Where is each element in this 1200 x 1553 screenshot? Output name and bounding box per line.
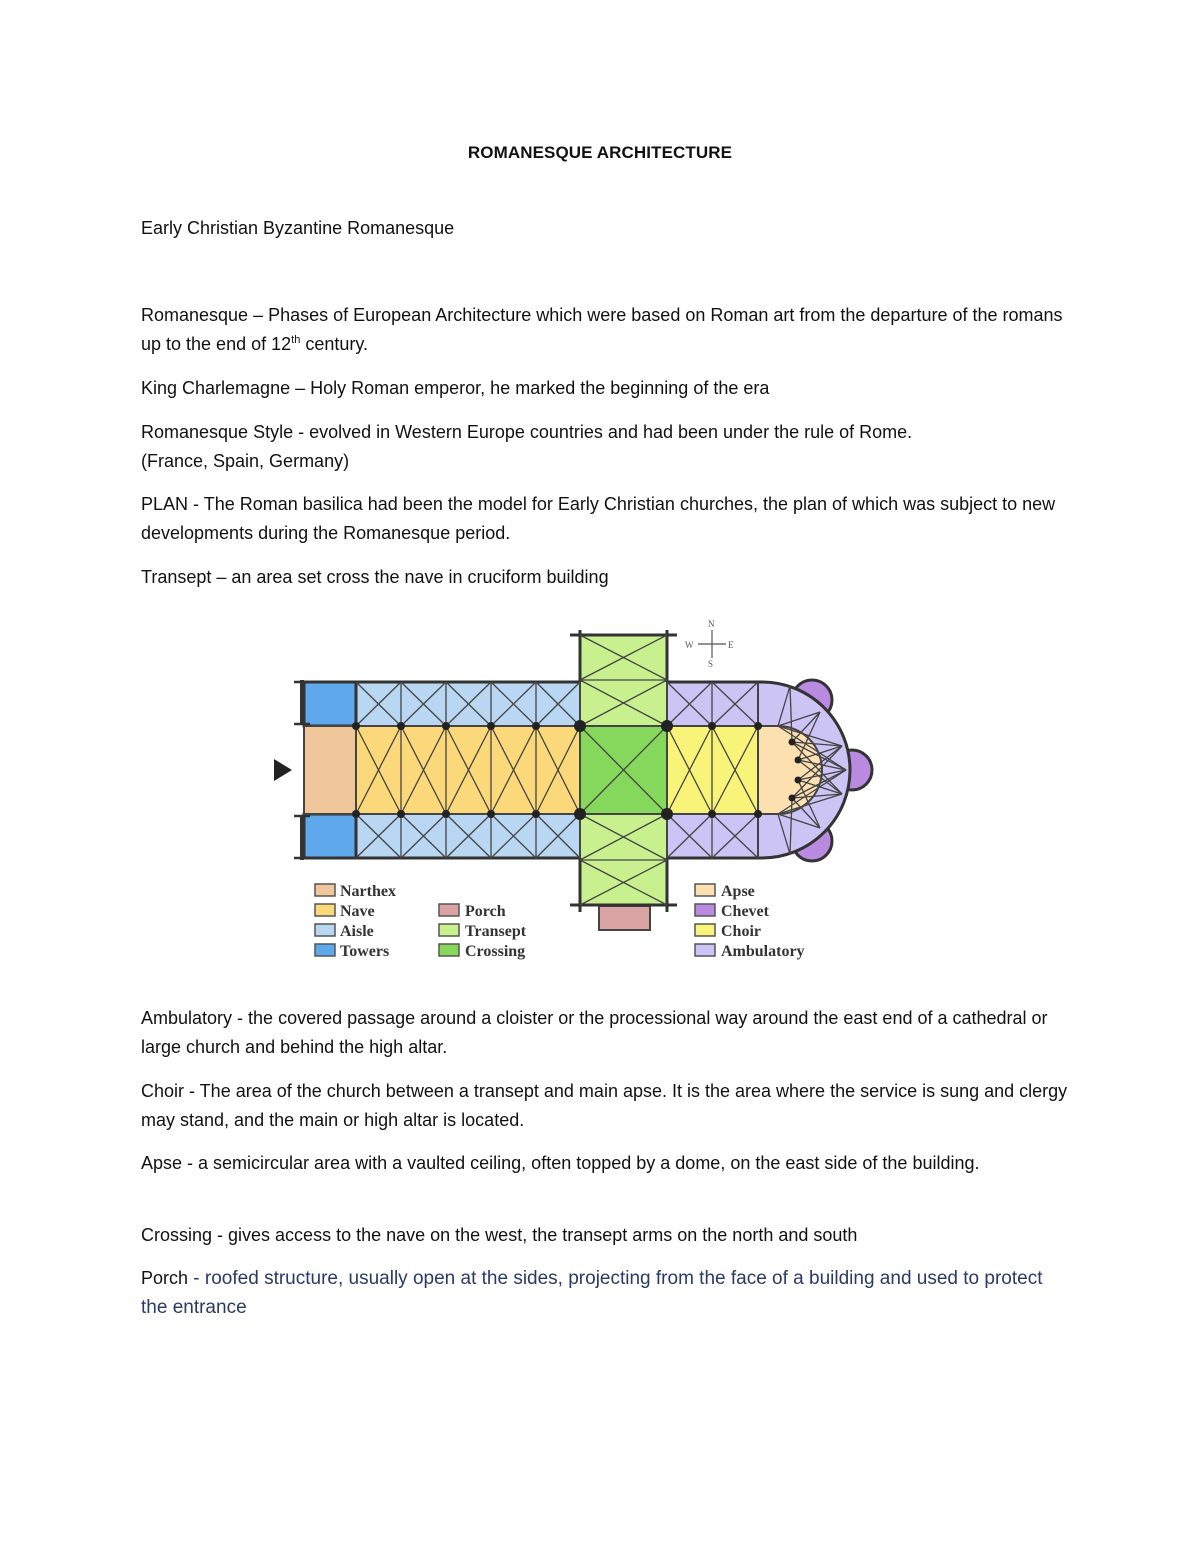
legend-porch: Porch bbox=[465, 903, 506, 920]
legend-chevet: Chevet bbox=[721, 903, 769, 920]
column bbox=[754, 722, 762, 730]
column bbox=[352, 722, 360, 730]
term-choir: Choir bbox=[141, 1081, 185, 1101]
compass-e: E bbox=[728, 640, 734, 650]
paragraph-charlemagne: King Charlemagne – Holy Roman emperor, he marked the beginning of the era bbox=[141, 378, 770, 398]
compass-s: S bbox=[708, 659, 714, 669]
legend-swatch-chevet bbox=[695, 904, 715, 916]
porch bbox=[599, 906, 650, 930]
tower-south bbox=[304, 814, 356, 858]
column bbox=[397, 810, 405, 818]
legend bbox=[315, 883, 805, 960]
column bbox=[532, 810, 540, 818]
term-crossing: Crossing bbox=[141, 1225, 213, 1245]
paragraph-porch: Porch - roofed structure, usually open at the sides, projecting from the face of a building and used to protect the entrance bbox=[141, 1268, 1043, 1318]
paragraph-romanesque-style: Romanesque Style - evolved in Western Europe countries and had been under the rule of Rome. (France, Spain, Germany) bbox=[141, 422, 913, 471]
column bbox=[574, 808, 586, 820]
legend-choir: Choir bbox=[721, 923, 761, 940]
paragraph-transept: Transept – an area set cross the nave in cruciform building bbox=[141, 567, 609, 587]
column bbox=[442, 722, 450, 730]
column bbox=[574, 720, 586, 732]
compass-rose bbox=[698, 630, 726, 658]
term-transept: Transept bbox=[141, 567, 212, 587]
column bbox=[789, 795, 796, 802]
narthex bbox=[304, 726, 356, 814]
legend-apse: Apse bbox=[721, 883, 755, 900]
column bbox=[795, 777, 802, 784]
column bbox=[708, 722, 716, 730]
column bbox=[708, 810, 716, 818]
column bbox=[487, 810, 495, 818]
column bbox=[789, 739, 796, 746]
term-porch: Porch bbox=[141, 1268, 189, 1288]
legend-swatch-apse bbox=[695, 884, 715, 896]
church-plan-diagram bbox=[260, 612, 900, 972]
legend-crossing: Crossing bbox=[465, 943, 526, 960]
tower-north bbox=[304, 682, 356, 726]
entrance-arrow bbox=[274, 759, 292, 781]
paragraph-ambulatory: Ambulatory - the covered passage around a cloister or the processional way around the east end of a cathedral or large church and behind the high altar. bbox=[141, 1008, 1048, 1057]
legend-swatch-transept bbox=[439, 924, 459, 936]
paragraph-crossing: Crossing - gives access to the nave on the west, the transept arms on the north and south bbox=[141, 1225, 858, 1245]
term-apse: Apse bbox=[141, 1153, 183, 1173]
column bbox=[487, 722, 495, 730]
legend-aisle: Aisle bbox=[340, 923, 374, 940]
legend-swatch-porch bbox=[439, 904, 459, 916]
compass-n: N bbox=[708, 619, 715, 629]
legend-swatch-narthex bbox=[315, 884, 335, 896]
legend-transept: Transept bbox=[465, 923, 527, 940]
legend-swatch-towers bbox=[315, 944, 335, 956]
term-ambulatory: Ambulatory bbox=[141, 1008, 233, 1028]
column bbox=[397, 722, 405, 730]
paragraph-apse: Apse - a semicircular area with a vaulted ceiling, often topped by a dome, on the east side of the building. bbox=[141, 1153, 980, 1173]
paragraph-choir: Choir - The area of the church between a transept and main apse. It is the area where the service is sung and clergy may stand, and the main or high altar is located. bbox=[141, 1081, 1068, 1130]
column bbox=[352, 810, 360, 818]
column bbox=[795, 757, 802, 764]
term-romanesque: Romanesque bbox=[141, 305, 249, 325]
legend-ambulatory: Ambulatory bbox=[721, 943, 805, 960]
legend-swatch-nave bbox=[315, 904, 335, 916]
column bbox=[754, 810, 762, 818]
compass-w: W bbox=[685, 640, 694, 650]
column bbox=[661, 808, 673, 820]
column bbox=[661, 720, 673, 732]
legend-nave: Nave bbox=[340, 903, 375, 920]
legend-swatch-ambulatory bbox=[695, 944, 715, 956]
term-plan: PLAN bbox=[141, 494, 189, 514]
page-title: ROMANESQUE ARCHITECTURE bbox=[467, 143, 733, 162]
legend-swatch-aisle bbox=[315, 924, 335, 936]
term-romanesque-style: Romanesque Style bbox=[141, 422, 294, 442]
subtitle: Early Christian Byzantine Romanesque bbox=[141, 218, 455, 238]
term-charlemagne: King Charlemagne bbox=[141, 378, 291, 398]
paragraph-romanesque: Romanesque – Phases of European Architecture which were based on Roman art from the departure of the romans up to the end of 12th century. bbox=[141, 305, 1063, 354]
legend-swatch-choir bbox=[695, 924, 715, 936]
legend-swatch-crossing bbox=[439, 944, 459, 956]
paragraph-plan: PLAN - The Roman basilica had been the model for Early Christian churches, the plan of which was subject to new developments during the Romanesque period. bbox=[141, 494, 1056, 543]
legend-narthex: Narthex bbox=[340, 883, 396, 900]
column bbox=[532, 722, 540, 730]
legend-towers: Towers bbox=[340, 943, 390, 960]
column bbox=[442, 810, 450, 818]
